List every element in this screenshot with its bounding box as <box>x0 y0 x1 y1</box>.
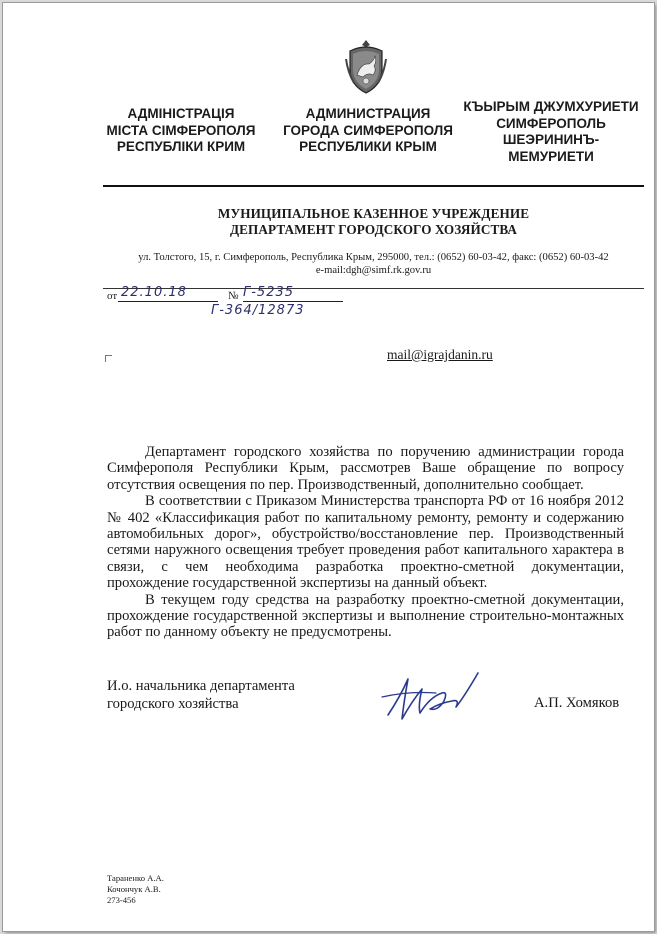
letter-page <box>3 3 654 931</box>
handwritten-date: 22.10.18 <box>121 285 187 300</box>
executor-line: Тараненко А.А. <box>107 873 164 883</box>
signatory-title-line: городского хозяйства <box>107 696 239 712</box>
body-paragraph: Департамент городского хозяйства по поручению администрации города Симферополя Республики Крым, рассмотрев Ваше обращение по вопросу отсутствия освещения по пер. Производственный, дополнительно сообщает. <box>107 444 624 493</box>
body-paragraph: В текущем году средства на разработку проектно-сметной документации, прохождение государственной экспертизы и выполнение строительно-монтажных работ по данному объекту не предусмотрены. <box>107 591 624 641</box>
header-russian <box>273 106 463 156</box>
institution-name <box>103 206 644 237</box>
handwritten-reference: Г-364/12873 <box>211 303 305 318</box>
header-ua-line: АДМІНІСТРАЦІЯ <box>127 106 235 121</box>
date-underline <box>118 301 218 302</box>
header-ua-line: РЕСПУБЛІКИ КРИМ <box>116 139 246 154</box>
handwritten-number: Г-5235 <box>243 285 295 300</box>
signatory-name: А.П. Хомяков <box>534 695 620 711</box>
header-crh-line: СИМФЕРОПОЛЬ <box>496 115 606 131</box>
header-divider <box>103 185 644 187</box>
address-line: ул. Толстого, 15, г. Симферополь, Республика Крым, 295000, тел.: (0652) 60-03-42, факс: (0652) 60-03-42 <box>138 252 609 263</box>
number-label: № <box>228 290 239 302</box>
header-crh-line: МЕМУРИЕТИ <box>508 148 594 164</box>
header-crimean-tatar <box>459 99 643 165</box>
header-ukrainian <box>91 106 271 156</box>
institution-email: e-mail:dgh@simf.rk.gov.ru <box>315 264 432 276</box>
header-ru-line: РЕСПУБЛИКИ КРЫМ <box>299 139 437 154</box>
signatory-title <box>107 677 295 713</box>
letter-body <box>107 444 624 641</box>
signatory-title-line: И.о. начальника департамента <box>107 678 295 694</box>
header-ua-line: МІСТА СІМФЕРОПОЛЯ <box>106 122 256 138</box>
crimea-coat-of-arms-icon <box>344 39 388 95</box>
handwritten-signature <box>378 667 488 727</box>
header-crh-line: ШЕЭРИНИНЪ- <box>502 132 600 147</box>
number-underline <box>243 301 343 302</box>
header-crh-line: КЪЫРЫМ ДЖУМХУРИЕТИ <box>463 99 639 114</box>
institution-line: ДЕПАРТАМЕНТ ГОРОДСКОГО ХОЗЯЙСТВА <box>229 221 518 237</box>
header-ru-line: ГОРОДА СИМФЕРОПОЛЯ <box>283 122 453 138</box>
institution-address <box>103 252 644 277</box>
recipient-email: mail@igrajdanin.ru <box>387 347 493 362</box>
executors-block <box>107 873 164 906</box>
address-block-corner-mark <box>105 355 112 362</box>
date-label: от <box>107 290 118 302</box>
institution-line: МУНИЦИПАЛЬНОЕ КАЗЕННОЕ УЧРЕЖДЕНИЕ <box>217 206 530 221</box>
body-paragraph: В соответствии с Приказом Министерства транспорта РФ от 16 ноября 2012 № 402 «Классификация работ по капитальному ремонту, ремонту и содержанию автомобильных дорог», обустройство/восстановление пер. Производственный сетями наружного освещения требует проведения работ капитального характера в связи, с чем необходима разработка проектно-сметной документации, прохождение государственной экспертизы на данный объект. <box>107 493 624 592</box>
executor-line: Кочончук А.В. <box>107 884 161 894</box>
header-ru-line: АДМИНИСТРАЦИЯ <box>305 106 431 121</box>
executor-line: 273-456 <box>107 895 136 905</box>
